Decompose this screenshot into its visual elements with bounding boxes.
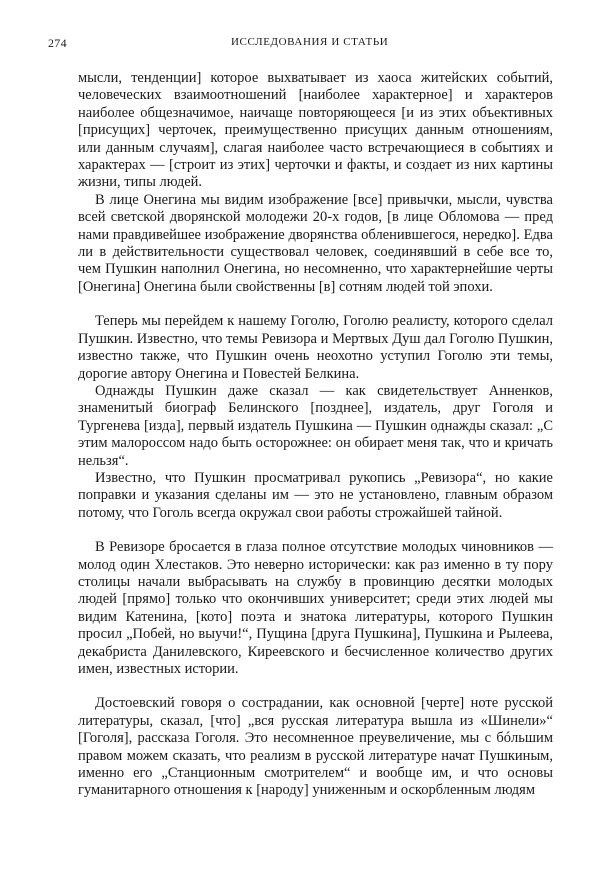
paragraph-gogol-realist: Теперь мы перейдем к нашему Гоголю, Гоголю реалисту, которого сделал Пушкин. Известно, что темы Ревизора и Мертвых Душ дал Гоголю Пушкин, известно также, что Пушкин очень неохотно уступил Гоголю эти темы, дорогие автору Онегина и Повестей Белкина.	[78, 313, 553, 382]
page-number: 274	[48, 36, 67, 50]
paragraph-revizor-manuscript: Известно, что Пушкин просматривал рукопись „Ревизора“, но какие поправки и указания сделаны им — это не установлено, главным образом потому, что Гоголь всегда окружал свои работы строжайшей тайной.	[78, 469, 553, 521]
body-text	[78, 70, 553, 800]
paragraph-continuation: мысли, тенденции] которое выхватывает из хаоса житейских событий, человеческих взаимоотношений [наиболее характерное] и характеров наиболее общезначимое, наичаще повторяющееся [и из этих объективных [присущих] черточек, преимущественно присущих данным отношениям, или данным случаям], слагая наиболее часто встречающиеся в событиях и характерах — [строит из этих] черточки и факты, и создает из них картины жизни, типы людей.	[78, 70, 553, 191]
paragraph-annenkov-quote: Однажды Пушкин даже сказал — как свидетельствует Анненков, знаменитый биограф Белинского [позднее], издатель, друг Гоголя и Тургенева [изда], первый издатель Пушкина — Пушкин однажды сказал: „С этим малороссом надо быть осторожнее: он обирает меня так, что и кричать нельзя“.	[78, 382, 553, 469]
running-title: ИССЛЕДОВАНИЯ И СТАТЬИ	[231, 36, 389, 48]
paragraph-revizor-officials: В Ревизоре бросается в глаза полное отсутствие молодых чиновников — молод один Хлестаков. Это неверно исторически: как раз именно в ту пору столицы начали выбрасывать на службу в провинцию десятки молодых людей [прямо] только что окончивших университет; среди этих людей мы видим Катенина, [кото] поэта и знатока литературы, которого Пушкин просил „Побей, но выучи!“, Пущина [друга Пушкина], Пушкина и Рылеева, декабриста Данилевского, Киреевского и бесчисленное количество других имен, известных истории.	[78, 539, 553, 677]
section-break	[78, 296, 553, 313]
paragraph-onegin: В лице Онегина мы видим изображение [все] привычки, мысли, чувства всей светской дворянской молодежи 20-х годов, [в лице Обломова — пред нами правдивейшее изображение дворянства обленившегося, нередко]. Едва ли в действительности существовал человек, соединявший в себе все то, чем Пушкин наполнил Онегина, но несомненно, что характернейшие черты [Онегина] Онегина были свойственны [в] сотням людей той эпохи.	[78, 191, 553, 295]
page-header	[48, 36, 553, 56]
section-break	[78, 522, 553, 539]
section-break	[78, 678, 553, 695]
paragraph-dostoevsky: Достоевский говоря о сострадании, как основной [черте] ноте русской литературы, сказал, [что] „вся русская литература вышла из «Шинели»“ [Гоголя], рассказа Гоголя. Это несомненное преувеличение, мы с бóльшим правом можем сказать, что реализм в русской литературе начат Пушкиным, именно его „Станционным смотрителем“ и вообще им, и что основы гуманитарного отношения к [народу] униженным и оскорбленным людям	[78, 695, 553, 799]
